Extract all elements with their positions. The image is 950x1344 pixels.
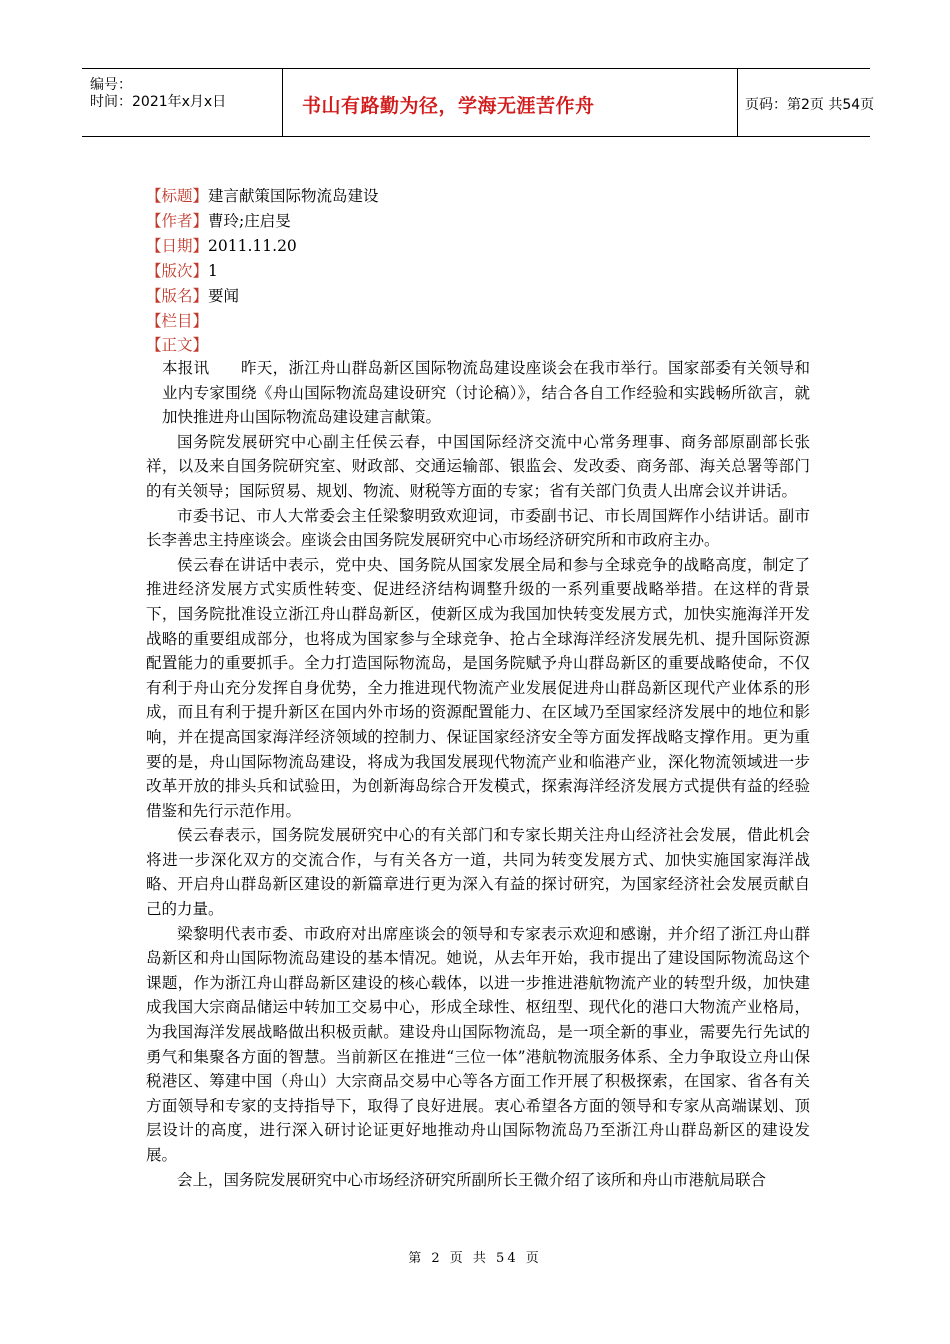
header-box xyxy=(82,68,875,137)
header-left-cell xyxy=(82,69,283,136)
meta-title: 【标题】建言献策国际物流岛建设 xyxy=(146,187,379,205)
paragraph: 侯云春表示，国务院发展研究中心的有关部门和专家长期关注舟山经济社会发展，借此机会将进一步深化双方的交流合作，与有关各方一道，共同为转变发展方式、加快实施国家海洋战略、开启舟山群岛新区建设的新篇章进行更为深入有益的探讨研究，为国家经济社会发展贡献自己的力量。 xyxy=(146,826,810,919)
meta-body-label: 【正文】 xyxy=(146,336,209,354)
meta-title-value: 建言献策国际物流岛建设 xyxy=(208,187,379,205)
paragraph: 国务院发展研究中心副主任侯云春，中国国际经济交流中心常务理事、商务部原副部长张祥，以及来自国务院研究室、财政部、交通运输部、银监会、发改委、商务部、海关总署等部门的有关领导；国际贸易、规划、物流、财税等方面的专家；省有关部门负责人出席会议并讲话。 xyxy=(146,432,810,500)
meta-author: 【作者】曹玲;庄启旻 xyxy=(146,212,291,230)
page-info: 页码：第2页 共54页 xyxy=(745,97,875,113)
article-body xyxy=(146,356,810,1192)
paragraph: 市委书记、市人大常委会主任梁黎明致欢迎词，市委副书记、市长周国辉作小结讲话。副市长李善忠主持座谈会。座谈会由国务院发展研究中心市场经济研究所和市政府主办。 xyxy=(146,506,810,550)
paragraph: 侯云春在讲话中表示，党中央、国务院从国家发展全局和参与全球竞争的战略高度，制定了推进经济发展方式实质性转变、促进经济结构调整升级的一系列重要战略举措。在这样的背景下，国务院批准设立浙江舟山群岛新区，使新区成为我国加快转变发展方式，加快实施海洋开发战略的重要组成部分，也将成为国家参与全球竞争、抢占全球海洋经济发展先机、提升国际资源配置能力的重要抓手。全力打造国际物流岛，是国务院赋予舟山群岛新区的重要战略使命，不仅有利于舟山充分发挥自身优势，全力推进现代物流产业发展促进舟山群岛新区现代产业体系的形成，而且有利于提升新区在国内外市场的资源配置能力、在区域乃至国家经济发展中的地位和影响，并在提高国家海洋经济领域的控制力、保证国家经济安全等方面发挥战略支撑作用。更为重要的是，舟山国际物流岛建设，将成为我国发展现代物流产业和临港产业，深化物流领域进一步改革开放的排头兵和试验田，为创新海岛综合开发模式，探索海洋经济发展方式提供有益的经验借鉴和先行示范作用。 xyxy=(146,555,810,820)
time-label: 时间：2021年x月x日 xyxy=(90,94,227,110)
header-motto-cell xyxy=(282,69,738,136)
meta-edition-value: 1 xyxy=(208,262,218,280)
number-label: 编号： xyxy=(90,77,132,93)
meta-section: 【版名】要闻 xyxy=(146,287,240,305)
meta-section-value: 要闻 xyxy=(208,287,240,305)
paragraph: 本报讯 昨天，浙江舟山群岛新区国际物流岛建设座谈会在我市举行。国家部委有关领导和业内专家围绕《舟山国际物流岛建设研究（讨论稿）》，结合各自工作经验和实践畅所欲言，就加快推进舟山国际物流岛建设建言献策。 xyxy=(162,359,810,427)
meta-author-value: 曹玲;庄启旻 xyxy=(208,212,291,230)
paragraph: 会上，国务院发展研究中心市场经济研究所副所长王微介绍了该所和舟山市港航局联合 xyxy=(177,1170,767,1189)
paragraph: 梁黎明代表市委、市政府对出席座谈会的领导和专家表示欢迎和感谢，并介绍了浙江舟山群岛新区和舟山国际物流岛建设的基本情况。她说，从去年开始，我市提出了建设国际物流岛这个课题，作为浙江舟山群岛新区建设的核心载体，以进一步推进港航物流产业的转型升级，加快建成我国大宗商品储运中转加工交易中心，形成全球性、枢纽型、现代化的港口大物流产业格局，为我国海洋发展战略做出积极贡献。建设舟山国际物流岛，是一项全新的事业，需要先行先试的勇气和集聚各方面的智慧。当前新区在推进“三位一体”港航物流服务体系、全力争取设立舟山保税港区、筹建中国（舟山）大宗商品交易中心等各方面工作开展了积极探索，在国家、省各有关方面领导和专家的支持指导下，取得了良好进展。衷心希望各方面的领导和专家从高端谋划、顶层设计的高度，进行深入研讨论证更好地推动舟山国际物流岛乃至浙江舟山群岛新区的建设发展。 xyxy=(146,924,810,1164)
meta-date-value: 2011.11.20 xyxy=(208,237,297,255)
header-right-cell xyxy=(737,69,875,136)
page-footer: 第 2 页 共 54 页 xyxy=(408,1251,542,1266)
meta-column: 【栏目】 xyxy=(146,312,209,330)
meta-date: 【日期】2011.11.20 xyxy=(146,237,297,255)
meta-edition: 【版次】1 xyxy=(146,262,218,280)
motto: 书山有路勤为径，学海无涯苦作舟 xyxy=(302,95,595,117)
